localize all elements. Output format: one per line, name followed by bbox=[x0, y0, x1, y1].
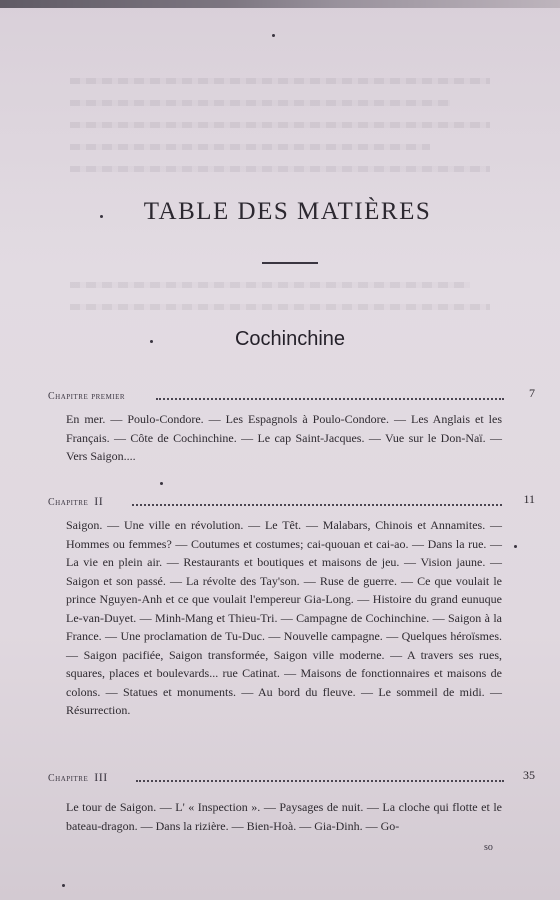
dot-leader bbox=[136, 768, 504, 782]
show-through-text bbox=[70, 78, 490, 84]
toc-entry-chapter-1 bbox=[48, 386, 535, 404]
ink-speck bbox=[100, 215, 103, 218]
page-title: TABLE DES MATIÈRES bbox=[143, 198, 432, 225]
dot-leader bbox=[156, 386, 504, 400]
ink-speck bbox=[272, 34, 275, 37]
ink-speck bbox=[160, 482, 163, 485]
page-folio: so bbox=[484, 842, 493, 853]
show-through-text bbox=[70, 166, 490, 172]
ink-speck bbox=[62, 884, 65, 887]
title-rule bbox=[262, 262, 318, 264]
toc-entry-chapter-2 bbox=[48, 492, 535, 510]
show-through-text bbox=[70, 122, 490, 128]
chapter-page-number: 11 bbox=[523, 492, 535, 506]
page-top-edge bbox=[0, 0, 560, 8]
chapter-label: Chapitre III bbox=[48, 770, 108, 784]
ink-speck bbox=[514, 545, 517, 548]
chapter-summary: Saigon. — Une ville en révolution. — Le Têt. — Malabars, Chinois et Annamites. — Hommes ou femmes? — Coutumes et costumes; cai-quouan et cai-ao. — Dans la rue. — La vie en plein air. — Restaurants et boutiques et maisons de jeu. — Vision jaune. — Saigon et son passé. — La révolte des Tay'son. — Ruse de guerre. — Ce que voulait le prince Nguyen-Anh et ce que voulait l'empereur Gia-Long. — Histoire du grand eunuque Le-van-Duyet. — Minh-Mang et Thieu-Tri. — Campagne de Cochinchine. — Saigon à la France. — Une proclamation de Tu-Duc. — Nouvelle campagne. — Quelques héroïsmes. — Saigon pacifiée, Saigon transformée, Saigon ville moderne. — A travers ses rues, squares, places et boulevards... rue Catinat. — Maisons de fonctionnaires et maisons de colons. — Statues et monuments. — Au bord du fleuve. — Le sommeil de midi. — Résurrection. bbox=[66, 518, 502, 717]
chapter-page-number: 35 bbox=[523, 768, 535, 782]
chapter-page-number: 7 bbox=[529, 386, 535, 400]
dot-leader bbox=[132, 492, 502, 506]
show-through-text bbox=[70, 144, 430, 150]
show-through-text bbox=[70, 282, 470, 288]
ink-speck bbox=[150, 340, 153, 343]
chapter-label: Chapitre II bbox=[48, 494, 104, 508]
chapter-summary: En mer. — Poulo-Condore. — Les Espagnols à Poulo-Condore. — Les Anglais et les Français. — Côte de Cochinchine. — Le cap Saint-Jacques. — Vue sur le Don-Naï. — Vers Saigon.... bbox=[66, 412, 502, 463]
section-heading: Cochinchine bbox=[234, 328, 346, 350]
chapter-label: Chapitre premier bbox=[48, 391, 126, 402]
show-through-text bbox=[70, 100, 450, 106]
chapter-summary: Le tour de Saigon. — L' « Inspection ». — Paysages de nuit. — La cloche qui flotte et le bateau-dragon. — Dans la rizière. — Bien-Hoà. — Gia-Dinh. — Go- bbox=[66, 800, 502, 833]
show-through-text bbox=[70, 304, 490, 310]
toc-entry-chapter-3 bbox=[48, 768, 535, 786]
